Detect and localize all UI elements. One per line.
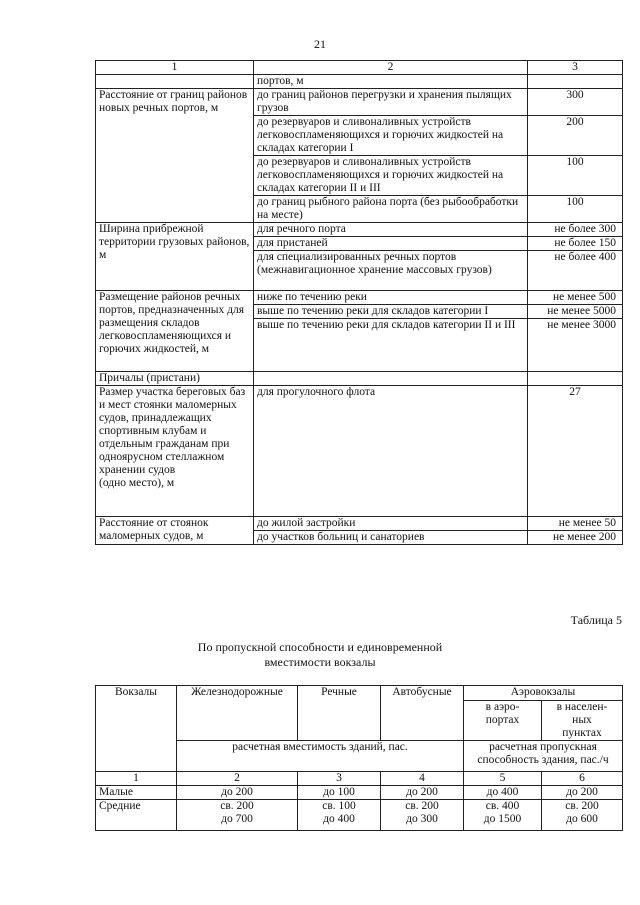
table-row bbox=[96, 517, 623, 531]
table-number-row bbox=[96, 772, 623, 786]
col-number: 5 bbox=[464, 772, 542, 786]
table-row bbox=[96, 372, 623, 386]
table-title: По пропускной способности и единовременной вместимости вокзалы bbox=[197, 640, 443, 669]
port-norms-table bbox=[95, 60, 623, 545]
table-header-row bbox=[96, 686, 623, 701]
table-row bbox=[96, 786, 623, 800]
cell-text: до границ районов перегрузки и хранения пылящих грузов bbox=[254, 89, 528, 116]
header-col-3: 3 bbox=[528, 61, 623, 75]
cell-text: до границ рыбного района порта (без рыбообработки на месте) bbox=[254, 196, 528, 223]
cell-value bbox=[298, 800, 381, 831]
value-to: до 600 bbox=[566, 813, 598, 825]
cell-value: до 100 bbox=[298, 786, 381, 800]
cell-value: не более 150 bbox=[528, 237, 623, 251]
cell-value: до 200 bbox=[542, 786, 623, 800]
page-number: 21 bbox=[314, 37, 326, 51]
value-to: до 700 bbox=[221, 813, 253, 825]
table-row bbox=[96, 291, 623, 305]
cell-text: для речного порта bbox=[254, 223, 528, 237]
header-bus: Автобусные bbox=[381, 686, 464, 741]
table-row bbox=[96, 386, 623, 517]
table-row bbox=[96, 75, 623, 89]
header-air: Аэровокзалы bbox=[464, 686, 623, 701]
cell-text: до резервуаров и сливоналивных устройств легковоспламеняющихся и горючих жидкостей на складах категории I bbox=[254, 116, 528, 156]
value-from: св. 200 bbox=[565, 800, 599, 812]
value-to: до 300 bbox=[406, 813, 438, 825]
row-label-distance: Расстояние от границ районов новых речных портов, м bbox=[96, 89, 254, 223]
col-number: 3 bbox=[298, 772, 381, 786]
cell-value bbox=[177, 800, 298, 831]
col-number: 2 bbox=[177, 772, 298, 786]
value-from: св. 200 bbox=[405, 800, 439, 812]
header-col-2: 2 bbox=[254, 61, 528, 75]
cell-value: не менее 50 bbox=[528, 517, 623, 531]
table-row bbox=[96, 800, 623, 831]
cell-value: не менее 3000 bbox=[528, 319, 623, 372]
table-row bbox=[96, 223, 623, 237]
row-label-bases: Размер участка береговых баз и мест стоянки маломерных судов, принадлежащих спортивным клубам и отдельным гражданам при одноярусном стеллажном хранении судов (одно место), м bbox=[96, 386, 254, 517]
header-stations: Вокзалы bbox=[96, 686, 177, 772]
cell-value: не менее 200 bbox=[528, 531, 623, 545]
throughput-note: расчетная пропускная способность здания, пас./ч bbox=[464, 741, 623, 772]
header-rail: Железнодорожные bbox=[177, 686, 298, 741]
continued-text: портов, м bbox=[254, 75, 528, 89]
col-number: 1 bbox=[96, 772, 177, 786]
cell-text: выше по течению реки для складов категории II и III bbox=[254, 319, 528, 372]
cell-value: до 200 bbox=[177, 786, 298, 800]
row-label-placement: Размещение районов речных портов, предназначенных для размещения складов легковоспламеняющихся и горючих жидкостей, м bbox=[96, 291, 254, 372]
cell-value: 100 bbox=[528, 196, 623, 223]
col-number: 4 bbox=[381, 772, 464, 786]
cell-text: для специализированных речных портов (межнавигационное хранение массовых грузов) bbox=[254, 251, 528, 291]
stations-table bbox=[95, 685, 623, 831]
row-label-width: Ширина прибрежной территории грузовых районов, м bbox=[96, 223, 254, 291]
cell-value: 27 bbox=[528, 386, 623, 517]
cell-value: не менее 5000 bbox=[528, 305, 623, 319]
row-label-piers: Причалы (пристани) bbox=[96, 372, 254, 386]
table-header-row bbox=[96, 61, 623, 75]
row-label-distance-stops: Расстояние от стоянок маломерных судов, м bbox=[96, 517, 254, 545]
header-air-airports: в аэро- портах bbox=[464, 701, 542, 741]
header-river: Речные bbox=[298, 686, 381, 741]
table-label: Таблица 5 bbox=[570, 613, 622, 627]
table-row bbox=[96, 89, 623, 116]
cell-text: до жилой застройки bbox=[254, 517, 528, 531]
cell-value bbox=[381, 800, 464, 831]
value-to: до 1500 bbox=[483, 813, 522, 825]
cell-value: до 400 bbox=[464, 786, 542, 800]
cell-text: выше по течению реки для складов категории I bbox=[254, 305, 528, 319]
cell-value: 100 bbox=[528, 156, 623, 196]
row-name: Средние bbox=[96, 800, 177, 831]
cell-value: 300 bbox=[528, 89, 623, 116]
cell-text: до резервуаров и сливоналивных устройств легковоспламеняющихся и горючих жидкостей на складах категории II и III bbox=[254, 156, 528, 196]
cell-text: для пристаней bbox=[254, 237, 528, 251]
col-number: 6 bbox=[542, 772, 623, 786]
cell-value: 200 bbox=[528, 116, 623, 156]
cell-value: не более 300 bbox=[528, 223, 623, 237]
cell-value bbox=[542, 800, 623, 831]
header-col-1: 1 bbox=[96, 61, 254, 75]
cell-value: до 200 bbox=[381, 786, 464, 800]
cell-text: ниже по течению реки bbox=[254, 291, 528, 305]
cell-value: не более 400 bbox=[528, 251, 623, 291]
value-from: св. 200 bbox=[220, 800, 254, 812]
cell-value bbox=[464, 800, 542, 831]
value-from: св. 100 bbox=[322, 800, 356, 812]
row-name: Малые bbox=[96, 786, 177, 800]
value-to: до 400 bbox=[323, 813, 355, 825]
value-from: св. 400 bbox=[485, 800, 520, 812]
capacity-note: расчетная вместимость зданий, пас. bbox=[177, 741, 464, 772]
cell-text: до участков больниц и санаториев bbox=[254, 531, 528, 545]
cell-text: для прогулочного флота bbox=[254, 386, 528, 517]
header-air-settlements: в населен- ных пунктах bbox=[542, 701, 623, 741]
cell-value: не менее 500 bbox=[528, 291, 623, 305]
